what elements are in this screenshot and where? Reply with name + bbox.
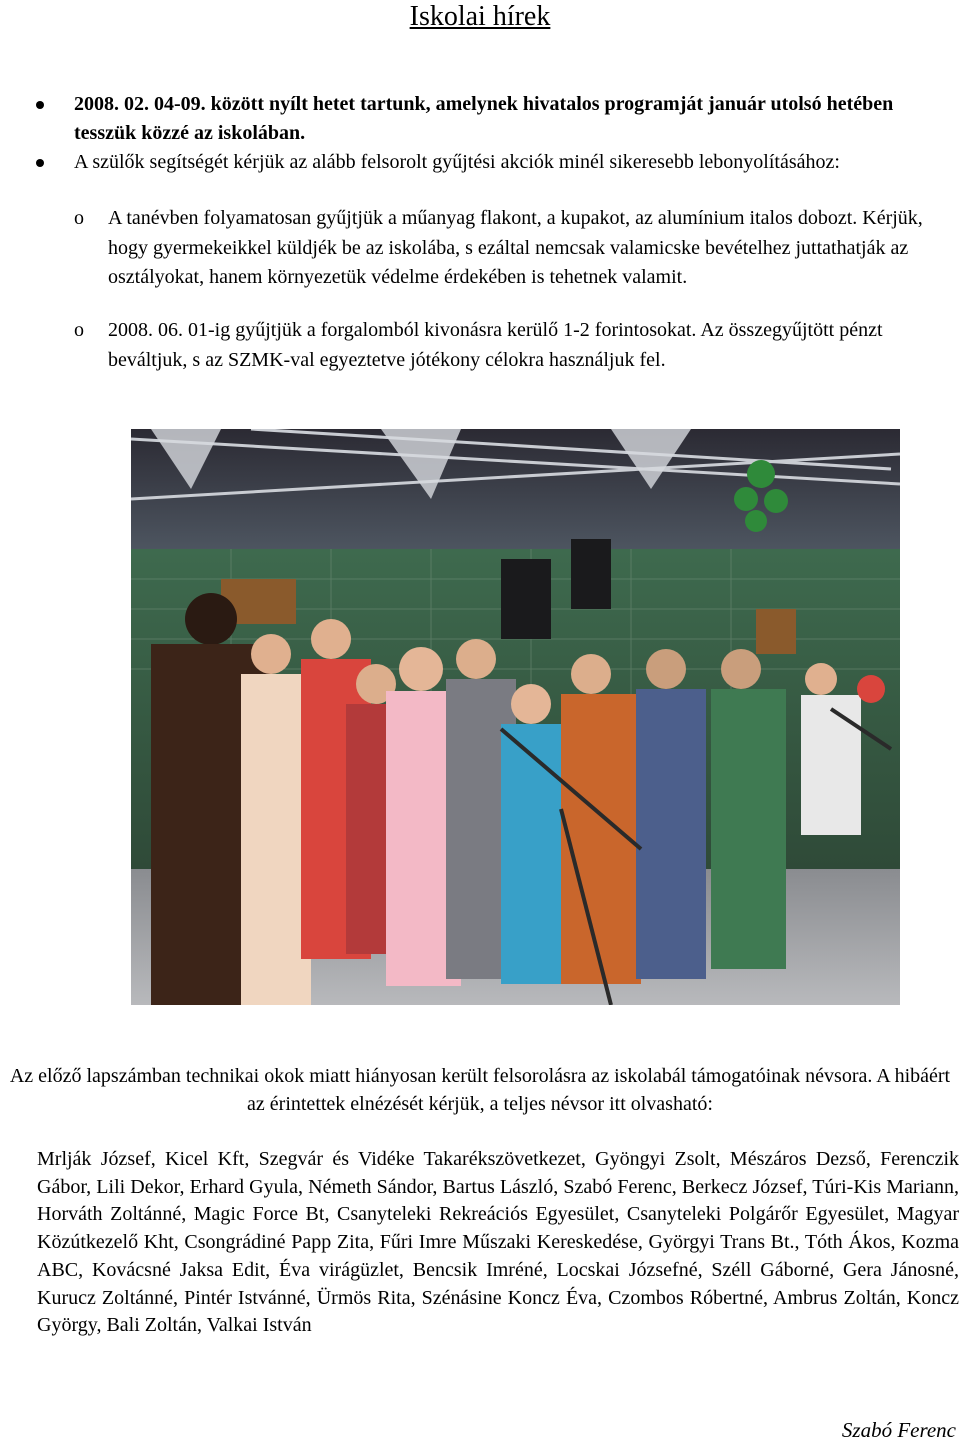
author-signature: Szabó Ferenc [841,1418,956,1442]
sub-marker: o [74,207,84,229]
photo-illustration [131,429,900,1005]
sponsor-list: Mrlják József, Kicel Kft, Szegvár és Vidéke Takarékszövetkezet, Gyöngyi Zsolt, Mészáros Dezső, Ferenczik Gábor, Lili Dekor, Erhard Gyula, Németh Sándor, Bartus László, Szabó Ferenc, Berkecz József, Túri-Kis Mariann, Horváth Zoltánné, Magic Force Bt, Csanyteleki Rekreációs Egyesület, Csanyteleki Polgárőr Egyesület, Magyar Közútkezelő Kht, Csongrádiné Papp Zita, Fűri Imre Műszaki Kereskedése, Györgyi Trans Bt., Tóth Ákos, Kozma ABC, Kovácsné Jaksa Edit, Éva virágüzlet, Bencsik Imréné, Locskai Józsefné, Széll Gáborné, Gera Jánosné, Kurucz Zoltánné, Pintér Istvánné, Ürmös Rita, Szénásine Koncz Éva, Czombos Róbertné, Ambrus Zoltán, Koncz György, Bali Zoltán, Valkai István [37,1148,959,1337]
school-event-photo [131,429,900,1005]
sub-item-coins [74,316,948,375]
bullet-open-week [74,90,944,148]
sub-marker: o [74,319,84,341]
bullet-collection-request [74,148,944,177]
sub-item-recycling [74,204,948,293]
bullet-text: A szülők segítségét kérjük az alább felsorolt gyűjtési akciók minél sikeresebb lebonyolításához: [74,151,840,173]
bullet-text: 2008. 02. 04-09. között nyílt hetet tartunk, amelynek hivatalos programját január utolsó hetében tesszük közzé az iskolában. [74,93,894,144]
page-title: Iskolai hírek [409,1,551,32]
sub-item-text: A tanévben folyamatosan gyűjtjük a műanyag flakont, a kupakot, az alumínium italos dobozt. Kérjük, hogy gyermekeikkel küldjék be az iskolába, s ezáltal nemcsak valamicske bevételhez juttathatják az osztályokat, hanem környezetük védelme érdekében is tehetnek valamit. [108,207,923,288]
notice-paragraph: Az előző lapszámban technikai okok miatt hiányosan került felsorolásra az iskolabál támogatóinak névsora. A hibáért az érintettek elnézését kérjük, a teljes névsor itt olvasható: [9,1065,951,1115]
bullet-dot-icon [36,101,44,109]
sub-item-text: 2008. 06. 01-ig gyűjtjük a forgalomból kivonásra kerülő 1-2 forintosokat. Az összegyűjtött pénzt beváltjuk, s az SZMK-val egyeztetve jótékony célokra használjuk fel. [108,319,883,371]
bullet-dot-icon [36,159,44,167]
